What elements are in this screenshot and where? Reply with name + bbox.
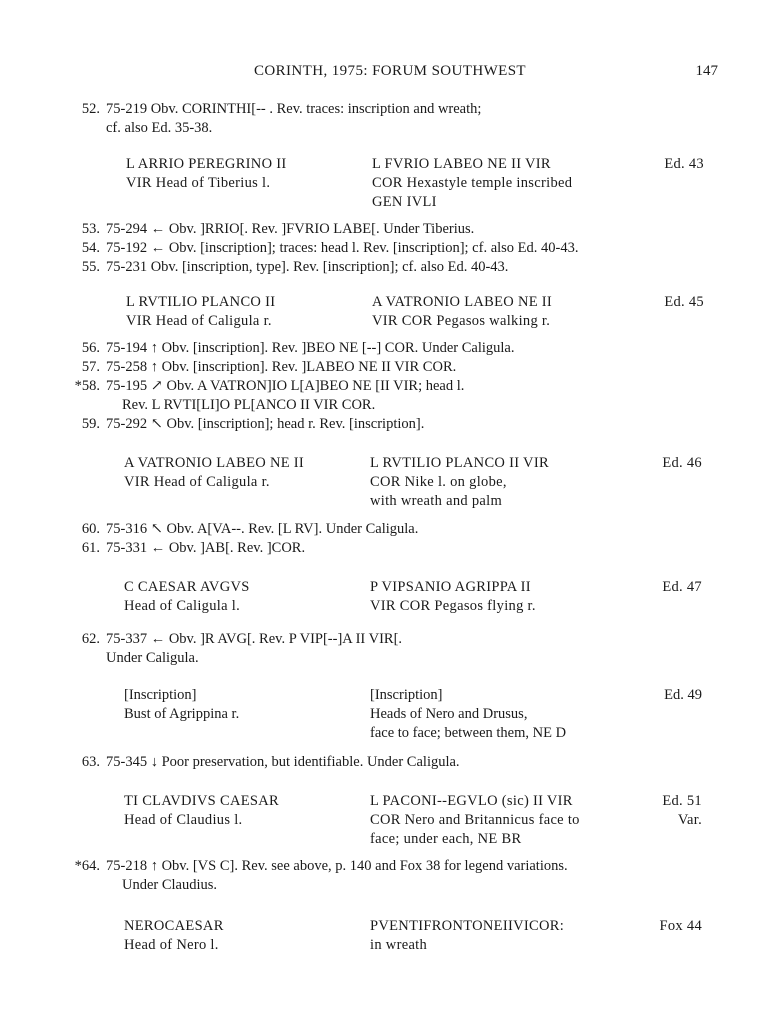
running-header: CORINTH, 1975: FORUM SOUTHWEST bbox=[253, 63, 526, 79]
obverse-type: Head of Caligula l. bbox=[124, 598, 241, 614]
entry-text-continued: cf. also Ed. 35-38. bbox=[106, 120, 213, 136]
reverse-legend bbox=[370, 578, 536, 616]
reverse-legend bbox=[372, 293, 552, 331]
obverse-type: VIR Head of Tiberius l. bbox=[126, 175, 271, 191]
obverse-type: Head of Nero l. bbox=[124, 937, 219, 953]
entry-number: 59. bbox=[81, 416, 100, 432]
edwards-reference bbox=[654, 578, 702, 597]
obverse-inscription: A VATRONIO LABEO ΝΕ II bbox=[124, 455, 305, 471]
page-number: 147 bbox=[695, 63, 718, 79]
entry-text: 75-292 ↖ Obv. [inscription]; head r. Rev. [inscription]. bbox=[106, 416, 425, 432]
reverse-type: COR Nike l. on globe, bbox=[370, 474, 507, 490]
edwards-reference bbox=[656, 155, 704, 174]
edwards-reference bbox=[656, 293, 704, 312]
entry-number: 60. bbox=[81, 521, 100, 537]
obverse-legend bbox=[124, 917, 224, 955]
entry-number: 53. bbox=[81, 221, 100, 237]
entry-text-continued: Under Caligula. bbox=[106, 650, 199, 666]
reference-label: Ed. 47 bbox=[662, 579, 702, 595]
reverse-type: COR Hexastyle temple inscribed bbox=[372, 175, 573, 191]
entry-text: 75-194 ↑ Obv. [inscription]. Rev. ]BEO ΝΕ [--] COR. Under Caligula. bbox=[106, 340, 515, 356]
entry-number: *64. bbox=[74, 858, 100, 874]
reference-label: Ed. 46 bbox=[662, 455, 702, 471]
entry-text-continued: Under Claudius. bbox=[122, 877, 218, 893]
reverse-type: Heads of Nero and Drusus, bbox=[370, 706, 528, 722]
reverse-inscription: L PACONI--EGVLO (sic) II VIR bbox=[370, 793, 573, 809]
entry-text: 75-192 ← Obv. [inscription]; traces: head l. Rev. [inscription]; cf. also Ed. 40-43. bbox=[106, 240, 579, 256]
entry-number: 61. bbox=[81, 540, 100, 556]
reverse-type: VIR COR Pegasos walking r. bbox=[372, 313, 551, 329]
obverse-inscription: NEROCAESAR bbox=[124, 918, 224, 934]
edwards-reference bbox=[654, 792, 702, 830]
entry-text: 75-231 Obv. [inscription, type]. Rev. [inscription]; cf. also Ed. 40-43. bbox=[106, 259, 509, 275]
entry-number: 62. bbox=[81, 631, 100, 647]
reverse-legend bbox=[370, 454, 549, 511]
reverse-type: VIR COR Pegasos flying r. bbox=[370, 598, 536, 614]
entry-number: 52. bbox=[81, 101, 100, 117]
obverse-type: VIR Head of Caligula r. bbox=[126, 313, 272, 329]
obverse-legend bbox=[124, 792, 279, 830]
obverse-inscription: TI CLAVDIVS CAESAR bbox=[124, 793, 279, 809]
reverse-legend bbox=[370, 792, 580, 849]
reverse-inscription: [Inscription] bbox=[370, 687, 443, 703]
fox-reference bbox=[654, 917, 702, 936]
entry-text: 75-331 ← Obv. ]AB[. Rev. ]COR. bbox=[106, 540, 306, 556]
obverse-legend bbox=[124, 454, 304, 492]
reverse-type: in wreath bbox=[370, 937, 428, 953]
reverse-legend bbox=[372, 155, 572, 212]
reverse-inscription: L FVRIO LABEO ΝΕ II VIR bbox=[372, 156, 551, 172]
reverse-type-continued: GEN IVLI bbox=[372, 194, 437, 210]
obverse-legend bbox=[124, 686, 239, 724]
entry-number: 63. bbox=[81, 754, 100, 770]
obverse-inscription: L ARRIO PEREGRINO II bbox=[126, 156, 287, 172]
reverse-inscription: P VIPSANIO AGRIPPA II bbox=[370, 579, 531, 595]
entry-number: 54. bbox=[81, 240, 100, 256]
obverse-legend bbox=[124, 578, 250, 616]
edwards-reference bbox=[654, 454, 702, 473]
entry-text-continued: Rev. L RVTI[LI]O PL[ANCO II VIR COR. bbox=[122, 397, 376, 413]
entry-text: 75-337 ← Obv. ]R AVG[. Rev. P VIP[--]A II VIR[. bbox=[106, 631, 403, 647]
edwards-reference bbox=[654, 686, 702, 705]
obverse-inscription: L RVTILIO PLANCO II bbox=[126, 294, 276, 310]
obverse-inscription: [Inscription] bbox=[124, 687, 197, 703]
entry-number: *58. bbox=[74, 378, 100, 394]
reverse-type: COR Nero and Britannicus face to bbox=[370, 812, 580, 828]
reference-label: Fox 44 bbox=[659, 918, 702, 934]
reference-variant: Var. bbox=[677, 812, 702, 828]
reverse-legend bbox=[370, 686, 566, 743]
entry-text: 75-219 Obv. CORINTHI[-- . Rev. traces: inscription and wreath; bbox=[106, 101, 482, 117]
entry-number: 57. bbox=[81, 359, 100, 375]
reverse-type-continued: with wreath and palm bbox=[370, 493, 503, 509]
reverse-inscription: A VATRONIO LABEO ΝΕ II bbox=[372, 294, 553, 310]
obverse-type: Bust of Agrippina r. bbox=[124, 706, 240, 722]
obverse-legend bbox=[126, 293, 275, 331]
entry-number: 55. bbox=[81, 259, 100, 275]
entry-text: 75-195 ↗ Obv. A VATRON]IO L[A]BEO ΝΕ [II VIR; head l. bbox=[106, 378, 465, 394]
entry-text: 75-258 ↑ Obv. [inscription]. Rev. ]LABEO ΝΕ II VIR COR. bbox=[106, 359, 457, 375]
obverse-type: Head of Claudius l. bbox=[124, 812, 243, 828]
obverse-inscription: C CAESAR AVGVS bbox=[124, 579, 250, 595]
reverse-inscription: PVENTIFRONTONEIIVICOR: bbox=[370, 918, 565, 934]
obverse-type: VIR Head of Caligula r. bbox=[124, 474, 270, 490]
entry-text: 75-345 ↓ Poor preservation, but identifiable. Under Caligula. bbox=[106, 754, 460, 770]
reverse-inscription: L RVTILIO PLANCO II VIR bbox=[370, 455, 549, 471]
entry-number: 56. bbox=[81, 340, 100, 356]
reference-label: Ed. 49 bbox=[664, 687, 702, 703]
reverse-type-continued: face; under each, ΝΕ BR bbox=[370, 831, 522, 847]
reference-label: Ed. 45 bbox=[664, 294, 704, 310]
obverse-legend bbox=[126, 155, 287, 193]
reverse-legend bbox=[370, 917, 564, 955]
entry-text: 75-218 ↑ Obv. [VS C]. Rev. see above, p. 140 and Fox 38 for legend variations. bbox=[106, 858, 568, 874]
reference-label: Ed. 43 bbox=[664, 156, 704, 172]
entry-text: 75-294 ← Obv. ]RRIO[. Rev. ]FVRIO LABE[. Under Tiberius. bbox=[106, 221, 475, 237]
entry-text: 75-316 ↖ Obv. A[VA--. Rev. [L RV]. Under Caligula. bbox=[106, 521, 419, 537]
reverse-type-continued: face to face; between them, ΝΕ D bbox=[370, 725, 567, 741]
reference-label: Ed. 51 bbox=[662, 793, 702, 809]
